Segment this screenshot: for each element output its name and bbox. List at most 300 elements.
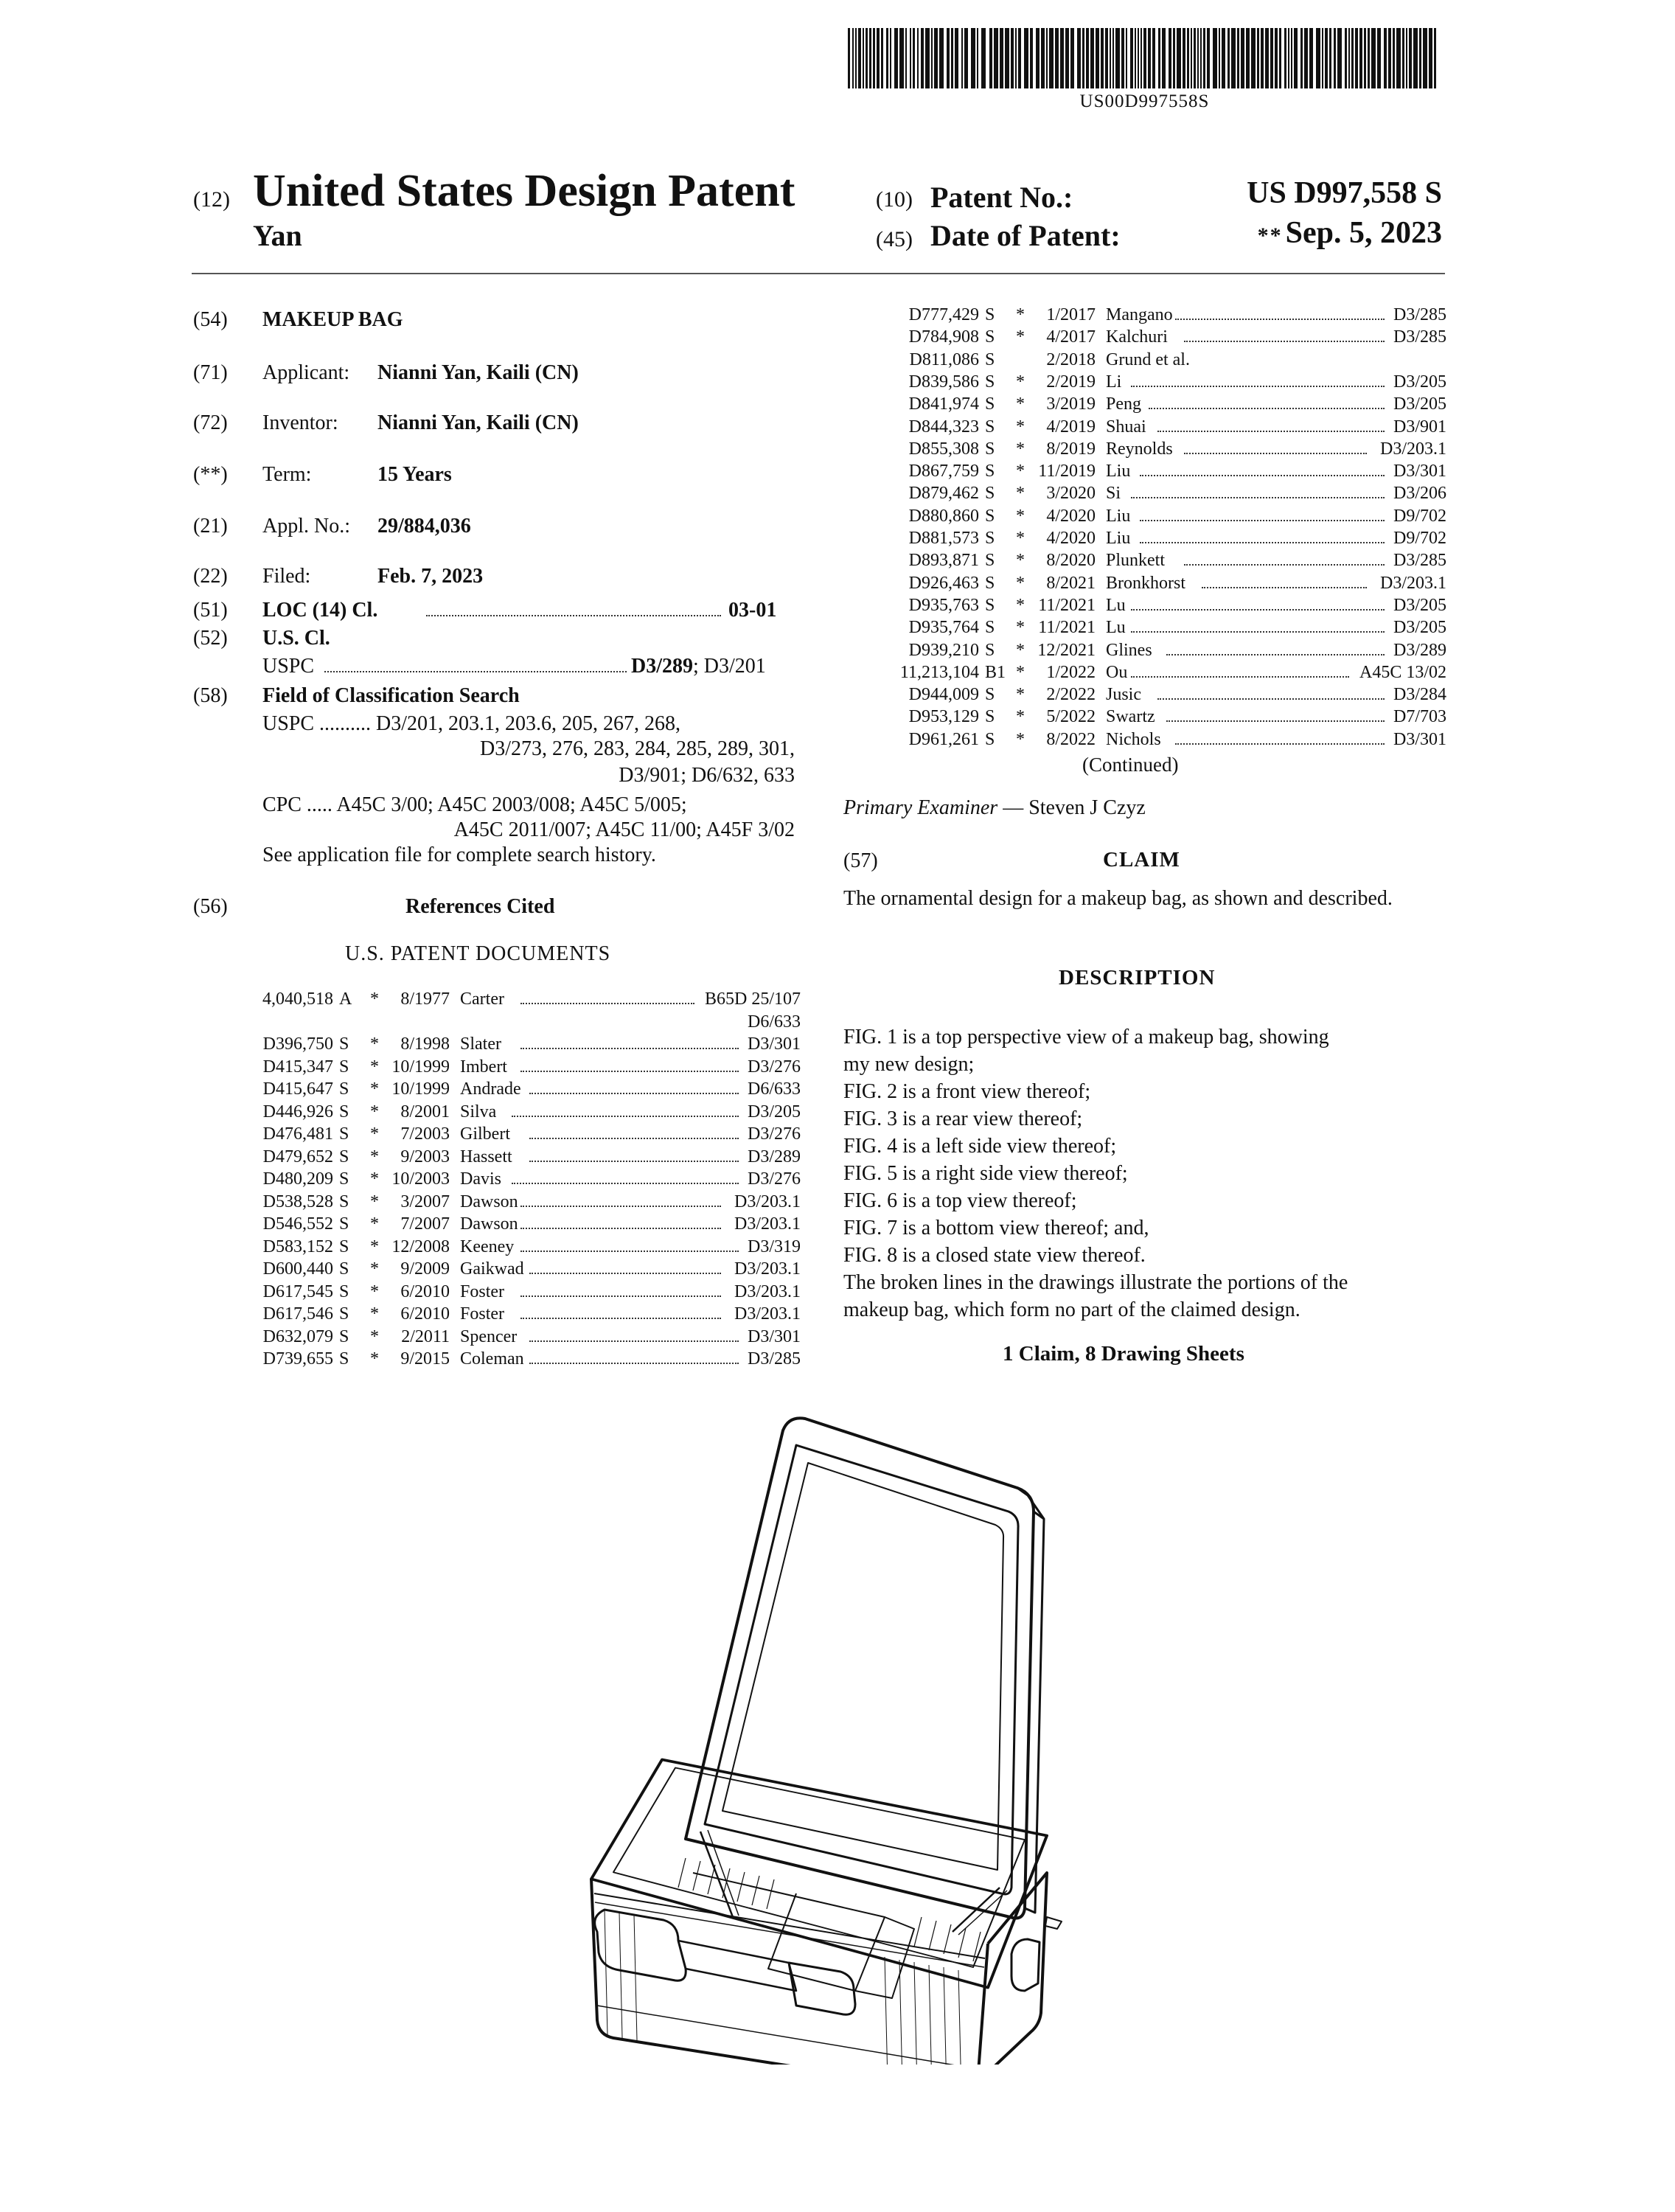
barcode-bar bbox=[1351, 28, 1354, 88]
barcode-number: US00D997558S bbox=[1079, 91, 1210, 111]
date-of-patent bbox=[1180, 215, 1442, 251]
barcode-bar bbox=[1309, 28, 1313, 88]
ref-name: Peng bbox=[1106, 394, 1141, 414]
barcode-bar bbox=[913, 28, 915, 88]
barcode-bar bbox=[1270, 28, 1273, 88]
ref-leader-dots bbox=[1131, 372, 1385, 387]
reference-row bbox=[246, 1259, 801, 1281]
ref-class: D7/703 bbox=[1393, 707, 1446, 727]
description-line: FIG. 8 is a closed state view thereof. bbox=[843, 1244, 1146, 1267]
ref-class: D3/301 bbox=[1393, 462, 1446, 481]
ref-number: 4,040,518 bbox=[262, 990, 333, 1009]
ref-number: D546,552 bbox=[262, 1214, 333, 1234]
ref-leader-dots bbox=[529, 1349, 739, 1364]
barcode-bar bbox=[1279, 28, 1281, 88]
ref-leader-dots bbox=[1131, 596, 1385, 611]
ref-date: 4/2020 bbox=[1046, 529, 1096, 548]
ref-star: * bbox=[370, 990, 379, 1009]
ref-date: 2/2022 bbox=[1046, 685, 1096, 705]
barcode-bar bbox=[977, 28, 978, 88]
patent-number: US D997,558 S bbox=[1247, 176, 1442, 210]
barcode-bar bbox=[994, 28, 998, 88]
ref-class: D3/203.1 bbox=[734, 1304, 801, 1324]
barcode-bar bbox=[1187, 28, 1189, 88]
barcode-bar bbox=[955, 28, 958, 88]
reference-row bbox=[892, 730, 1446, 752]
barcode-bar bbox=[1000, 28, 1003, 88]
ref-leader-dots bbox=[520, 990, 694, 1004]
ref-star: * bbox=[1016, 729, 1025, 749]
barcode-bar bbox=[1018, 28, 1021, 88]
ref-date: 4/2019 bbox=[1046, 417, 1096, 437]
ref-leader-dots bbox=[520, 1034, 739, 1049]
barcode-bar bbox=[1261, 28, 1264, 88]
barcode-bar bbox=[1183, 28, 1185, 88]
ref-kind: S bbox=[985, 394, 995, 414]
barcode-bar bbox=[1141, 28, 1142, 88]
ref-class: D3/285 bbox=[1393, 551, 1446, 571]
ref-leader-dots bbox=[1140, 507, 1385, 521]
ref-name: Nichols bbox=[1106, 729, 1161, 749]
ref-name: Li bbox=[1106, 372, 1122, 392]
ref-leader-dots bbox=[1149, 394, 1385, 409]
ref-star: * bbox=[370, 1034, 379, 1054]
barcode-bar bbox=[1096, 28, 1099, 88]
barcode-bar bbox=[1197, 28, 1199, 88]
continued-label: (Continued) bbox=[1082, 754, 1179, 776]
ref-star: * bbox=[370, 1124, 379, 1144]
barcode-bar bbox=[848, 28, 850, 88]
patent-no-label: Patent No.: bbox=[930, 181, 1073, 214]
barcode-bar bbox=[1191, 28, 1192, 88]
barcode-bar bbox=[1143, 28, 1146, 88]
ref-name: Reynolds bbox=[1106, 439, 1173, 459]
ref-date: 10/2003 bbox=[391, 1169, 450, 1189]
field-search-uspc-3: D3/901; D6/632, 633 bbox=[619, 764, 795, 787]
ref-kind: S bbox=[339, 1169, 349, 1189]
ref-name: Mangano bbox=[1106, 305, 1173, 324]
barcode-bar bbox=[1429, 28, 1432, 88]
ref-class: D3/285 bbox=[1393, 327, 1446, 347]
ref-name: Spencer bbox=[460, 1326, 518, 1346]
barcode-bar bbox=[1402, 28, 1404, 88]
code-10: (10) bbox=[876, 187, 913, 212]
ref-date: 5/2022 bbox=[1046, 707, 1096, 727]
ref-class: D3/301 bbox=[748, 1034, 801, 1054]
claims-sheets-count: 1 Claim, 8 Drawing Sheets bbox=[1003, 1342, 1244, 1366]
reference-row bbox=[892, 618, 1446, 640]
ref-star: * bbox=[1016, 462, 1025, 481]
ref-leader-dots bbox=[1157, 417, 1385, 432]
barcode-bar bbox=[1288, 28, 1289, 88]
ref-star: * bbox=[370, 1147, 379, 1166]
ref-star: * bbox=[1016, 417, 1025, 437]
barcode-bar bbox=[1207, 28, 1210, 88]
barcode-bar bbox=[1219, 28, 1220, 88]
us-patent-documents-heading: U.S. PATENT DOCUMENTS bbox=[345, 942, 611, 965]
ref-number: D961,261 bbox=[908, 729, 979, 749]
ref-class: D3/276 bbox=[748, 1124, 801, 1144]
barcode-bar bbox=[1355, 28, 1358, 88]
ref-date: 1/2022 bbox=[1046, 662, 1096, 682]
examiner-sep: — bbox=[1003, 796, 1024, 819]
barcode-bar bbox=[1334, 28, 1336, 88]
ref-class: D3/284 bbox=[1393, 685, 1446, 705]
applicant: Nianni Yan, Kaili (CN) bbox=[377, 361, 579, 384]
ref-name: Foster bbox=[460, 1281, 504, 1301]
barcode-bar bbox=[1015, 28, 1017, 88]
ref-date: 2/2018 bbox=[1046, 349, 1096, 369]
examiner-label: Primary Examiner bbox=[843, 796, 998, 819]
barcode-bar bbox=[1325, 28, 1328, 88]
ref-date: 7/2007 bbox=[400, 1214, 450, 1234]
reference-row bbox=[892, 350, 1446, 372]
ref-date: 11/2021 bbox=[1038, 618, 1096, 638]
ref-number: D446,926 bbox=[262, 1102, 333, 1121]
ref-star: * bbox=[370, 1281, 379, 1301]
ref-kind: S bbox=[985, 729, 995, 749]
code-54: (54) bbox=[193, 308, 228, 331]
barcode-bar bbox=[1070, 28, 1074, 88]
reference-row bbox=[246, 1147, 801, 1169]
barcode-bar bbox=[1294, 28, 1298, 88]
barcode-bar bbox=[1060, 28, 1064, 88]
ref-kind: S bbox=[985, 573, 995, 593]
barcode-bar bbox=[877, 28, 880, 88]
ref-name: Dawson bbox=[460, 1192, 518, 1211]
description-line: FIG. 3 is a rear view thereof; bbox=[843, 1107, 1083, 1130]
ref-class: D3/285 bbox=[748, 1349, 801, 1368]
ref-class: D3/205 bbox=[1393, 618, 1446, 638]
ref-star: * bbox=[1016, 595, 1025, 615]
reference-row bbox=[246, 1237, 801, 1259]
ref-leader-dots bbox=[1175, 305, 1385, 320]
references-heading: References Cited bbox=[405, 895, 555, 918]
reference-row bbox=[892, 394, 1446, 417]
ref-date: 10/1999 bbox=[391, 1079, 450, 1099]
uspc-value bbox=[631, 655, 766, 678]
reference-row bbox=[892, 417, 1446, 439]
ref-name: Grund et al. bbox=[1106, 349, 1190, 369]
barcode-bar bbox=[1227, 28, 1230, 88]
barcode-bar bbox=[1090, 28, 1094, 88]
ref-star: * bbox=[370, 1304, 379, 1324]
loc-value: 03-01 bbox=[728, 599, 777, 622]
ref-number: D538,528 bbox=[262, 1192, 333, 1211]
barcode-bar bbox=[858, 28, 861, 88]
ref-class: D3/203.1 bbox=[734, 1281, 801, 1301]
code-term: (**) bbox=[193, 463, 228, 486]
barcode-bar bbox=[1359, 28, 1362, 88]
barcode-bar bbox=[881, 28, 883, 88]
reference-row bbox=[246, 1102, 801, 1124]
document-type: United States Design Patent bbox=[253, 166, 795, 216]
date-label: Date of Patent: bbox=[930, 219, 1121, 252]
ref-number: D480,209 bbox=[262, 1169, 333, 1189]
barcode-bar bbox=[1105, 28, 1108, 88]
description-line: my new design; bbox=[843, 1053, 975, 1076]
code-56: (56) bbox=[193, 895, 228, 918]
ref-star: * bbox=[1016, 573, 1025, 593]
ref-kind: S bbox=[339, 1057, 349, 1077]
ref-class-secondary: D6/633 bbox=[748, 1012, 801, 1032]
ref-leader-dots bbox=[1131, 663, 1349, 678]
ref-date: 7/2003 bbox=[400, 1124, 450, 1144]
barcode-bar bbox=[921, 28, 924, 88]
ref-class: D3/901 bbox=[1393, 417, 1446, 437]
ref-name: Si bbox=[1106, 484, 1121, 504]
ref-number: D879,462 bbox=[908, 484, 979, 504]
ref-name: Liu bbox=[1106, 506, 1131, 526]
barcode-bar bbox=[1396, 28, 1401, 88]
ref-number: D617,545 bbox=[262, 1281, 333, 1301]
barcode-bar bbox=[1148, 28, 1151, 88]
description-line: FIG. 7 is a bottom view thereof; and, bbox=[843, 1217, 1149, 1239]
title: MAKEUP BAG bbox=[262, 308, 403, 331]
barcode-bar bbox=[989, 28, 992, 88]
barcode-bar bbox=[1284, 28, 1286, 88]
ref-date: 8/2022 bbox=[1046, 729, 1096, 749]
ref-number: D632,079 bbox=[262, 1326, 333, 1346]
ref-number: D893,871 bbox=[908, 551, 979, 571]
ref-number: D476,481 bbox=[262, 1124, 333, 1144]
code-51: (51) bbox=[193, 599, 228, 622]
ref-kind: S bbox=[985, 529, 995, 548]
ref-class: D3/205 bbox=[1393, 394, 1446, 414]
barcode-bar bbox=[1423, 28, 1427, 88]
ref-leader-dots bbox=[512, 1169, 739, 1184]
ref-leader-dots bbox=[1184, 439, 1367, 454]
filed-label: Filed: bbox=[262, 565, 311, 588]
barcode-bar bbox=[1169, 28, 1171, 88]
reference-row bbox=[246, 1327, 801, 1349]
code-21: (21) bbox=[193, 515, 228, 538]
ref-name: Lu bbox=[1106, 618, 1126, 638]
reference-row bbox=[246, 990, 801, 1012]
ref-kind: S bbox=[985, 640, 995, 660]
ref-name: Kalchuri bbox=[1106, 327, 1168, 347]
barcode-bar bbox=[1130, 28, 1133, 88]
ref-star: * bbox=[1016, 372, 1025, 392]
ref-class: D3/285 bbox=[1393, 305, 1446, 324]
ref-number: D935,764 bbox=[908, 618, 979, 638]
ref-leader-dots bbox=[1131, 484, 1385, 498]
field-search-uspc-1: USPC .......... D3/201, 203.1, 203.6, 205, 267, 268, bbox=[262, 712, 681, 735]
barcode-bar bbox=[931, 28, 933, 88]
ref-kind: S bbox=[985, 685, 995, 705]
claim-text: The ornamental design for a makeup bag, as shown and described. bbox=[843, 887, 1393, 910]
ref-number: D926,463 bbox=[908, 573, 979, 593]
ref-leader-dots bbox=[1157, 685, 1385, 700]
description-line: FIG. 2 is a front view thereof; bbox=[843, 1080, 1091, 1103]
ref-name: Hassett bbox=[460, 1147, 512, 1166]
reference-row bbox=[892, 529, 1446, 551]
barcode-bar bbox=[1158, 28, 1160, 88]
ref-date: 2/2019 bbox=[1046, 372, 1096, 392]
barcode-bar bbox=[1203, 28, 1205, 88]
barcode-bar bbox=[1030, 28, 1033, 88]
ref-class: D3/203.1 bbox=[734, 1259, 801, 1279]
ref-star: * bbox=[1016, 506, 1025, 526]
ref-class: D3/203.1 bbox=[1380, 439, 1446, 459]
barcode-bar bbox=[1393, 28, 1395, 88]
ref-name: Keeney bbox=[460, 1237, 515, 1256]
barcode-bar bbox=[1345, 28, 1347, 88]
ref-star: * bbox=[370, 1214, 379, 1234]
ref-leader-dots bbox=[529, 1327, 739, 1342]
ref-class: D9/702 bbox=[1393, 506, 1446, 526]
barcode-bar bbox=[866, 28, 868, 88]
ref-kind: S bbox=[339, 1326, 349, 1346]
ref-number: D396,750 bbox=[262, 1034, 333, 1054]
barcode-bar bbox=[925, 28, 930, 88]
ref-leader-dots bbox=[1140, 529, 1385, 543]
ref-leader-dots bbox=[529, 1079, 739, 1094]
barcode-bar bbox=[1082, 28, 1084, 88]
barcode-bar bbox=[1152, 28, 1155, 88]
reference-row bbox=[892, 596, 1446, 618]
code-58: (58) bbox=[193, 684, 228, 707]
ref-star: * bbox=[1016, 394, 1025, 414]
ref-class: D3/301 bbox=[1393, 729, 1446, 749]
uspc-dots bbox=[324, 671, 627, 672]
ref-class: D3/289 bbox=[748, 1147, 801, 1166]
ref-name: Gaikwad bbox=[460, 1259, 524, 1279]
ref-leader-dots bbox=[520, 1057, 739, 1072]
barcode bbox=[848, 28, 1441, 88]
barcode-bar bbox=[1300, 28, 1303, 88]
barcode-bar bbox=[1005, 28, 1009, 88]
ref-class: D3/301 bbox=[748, 1326, 801, 1346]
barcode-bar bbox=[1251, 28, 1256, 88]
ref-kind: S bbox=[985, 551, 995, 571]
loc-dots bbox=[426, 615, 721, 616]
barcode-bar bbox=[1241, 28, 1244, 88]
term-label: Term: bbox=[262, 463, 312, 486]
ref-number: D841,974 bbox=[908, 394, 979, 414]
description-line: FIG. 6 is a top view thereof; bbox=[843, 1189, 1077, 1212]
barcode-bar bbox=[1077, 28, 1081, 88]
ref-name: Swartz bbox=[1106, 707, 1155, 727]
reference-row-continuation bbox=[246, 1012, 801, 1034]
description-line: makeup bag, which form no part of the claimed design. bbox=[843, 1298, 1300, 1321]
barcode-bar bbox=[873, 28, 875, 88]
ref-leader-dots bbox=[529, 1147, 739, 1162]
ref-date: 12/2008 bbox=[391, 1237, 450, 1256]
ref-kind: S bbox=[339, 1192, 349, 1211]
code-57: (57) bbox=[843, 849, 878, 872]
ref-kind: S bbox=[339, 1237, 349, 1256]
barcode-bar bbox=[905, 28, 907, 88]
ref-date: 3/2020 bbox=[1046, 484, 1096, 504]
reference-row bbox=[246, 1192, 801, 1214]
barcode-bar bbox=[947, 28, 950, 88]
references-left-table bbox=[246, 990, 801, 1373]
ref-kind: S bbox=[985, 349, 995, 369]
reference-row bbox=[892, 685, 1446, 707]
barcode-bar bbox=[951, 28, 953, 88]
ref-date: 9/2009 bbox=[400, 1259, 450, 1279]
reference-row bbox=[246, 1079, 801, 1102]
ref-class: A45C 13/02 bbox=[1359, 662, 1446, 682]
ref-number: D415,347 bbox=[262, 1057, 333, 1077]
ref-number: D784,908 bbox=[908, 327, 979, 347]
barcode-bar bbox=[1135, 28, 1136, 88]
barcode-bar bbox=[1257, 28, 1259, 88]
barcode-bar bbox=[1368, 28, 1370, 88]
ref-name: Andrade bbox=[460, 1079, 521, 1099]
barcode-bar bbox=[1041, 28, 1045, 88]
ref-star: * bbox=[370, 1326, 379, 1346]
reference-row bbox=[246, 1034, 801, 1057]
inventor-label: Inventor: bbox=[262, 411, 338, 434]
field-search-note: See application file for complete search history. bbox=[262, 844, 656, 866]
ref-star: * bbox=[1016, 439, 1025, 459]
description-line: The broken lines in the drawings illustrate the portions of the bbox=[843, 1271, 1348, 1294]
header-rule bbox=[192, 273, 1445, 274]
ref-date: 9/2003 bbox=[400, 1147, 450, 1166]
ref-number: D600,440 bbox=[262, 1259, 333, 1279]
ref-number: D844,323 bbox=[908, 417, 979, 437]
ref-date: 8/2019 bbox=[1046, 439, 1096, 459]
barcode-bar bbox=[1304, 28, 1308, 88]
ref-kind: S bbox=[985, 417, 995, 437]
description-heading: DESCRIPTION bbox=[1059, 966, 1216, 990]
barcode-bar bbox=[1419, 28, 1421, 88]
appl-no-label: Appl. No.: bbox=[262, 515, 350, 538]
ref-kind: S bbox=[339, 1147, 349, 1166]
examiner-name: Steven J Czyz bbox=[1028, 796, 1146, 819]
barcode-bar bbox=[1265, 28, 1269, 88]
barcode-bar bbox=[894, 28, 898, 88]
barcode-bar bbox=[1348, 28, 1350, 88]
ref-name: Gilbert bbox=[460, 1124, 510, 1144]
ref-name: Jusic bbox=[1106, 685, 1141, 705]
ref-star: * bbox=[1016, 707, 1025, 727]
ref-star: * bbox=[1016, 327, 1025, 347]
barcode-bar bbox=[1065, 28, 1069, 88]
ref-date: 3/2007 bbox=[400, 1192, 450, 1211]
ref-number: D880,860 bbox=[908, 506, 979, 526]
barcode-bar bbox=[855, 28, 857, 88]
ref-name: Liu bbox=[1106, 529, 1131, 548]
references-right-table bbox=[892, 305, 1446, 755]
ref-name: Liu bbox=[1106, 462, 1131, 481]
reference-row bbox=[892, 551, 1446, 573]
ref-date: 10/1999 bbox=[391, 1057, 450, 1077]
reference-row bbox=[246, 1169, 801, 1192]
barcode-bar bbox=[1246, 28, 1250, 88]
ref-leader-dots bbox=[1175, 730, 1385, 745]
ref-name: Ou bbox=[1106, 662, 1128, 682]
barcode-bar bbox=[1138, 28, 1139, 88]
barcode-bar bbox=[1237, 28, 1239, 88]
code-22: (22) bbox=[193, 565, 228, 588]
filed: Feb. 7, 2023 bbox=[377, 565, 484, 588]
barcode-bar bbox=[939, 28, 944, 88]
barcode-bar bbox=[1173, 28, 1175, 88]
ref-number: 11,213,104 bbox=[899, 662, 979, 682]
ref-class: B65D 25/107 bbox=[704, 990, 801, 1009]
barcode-bar bbox=[1055, 28, 1059, 88]
ref-kind: S bbox=[985, 439, 995, 459]
code-72: (72) bbox=[193, 411, 228, 434]
ref-leader-dots bbox=[1184, 551, 1385, 566]
ref-kind: S bbox=[985, 618, 995, 638]
barcode-bar bbox=[1194, 28, 1196, 88]
ref-number: D944,009 bbox=[908, 685, 979, 705]
barcode-bar bbox=[1413, 28, 1418, 88]
